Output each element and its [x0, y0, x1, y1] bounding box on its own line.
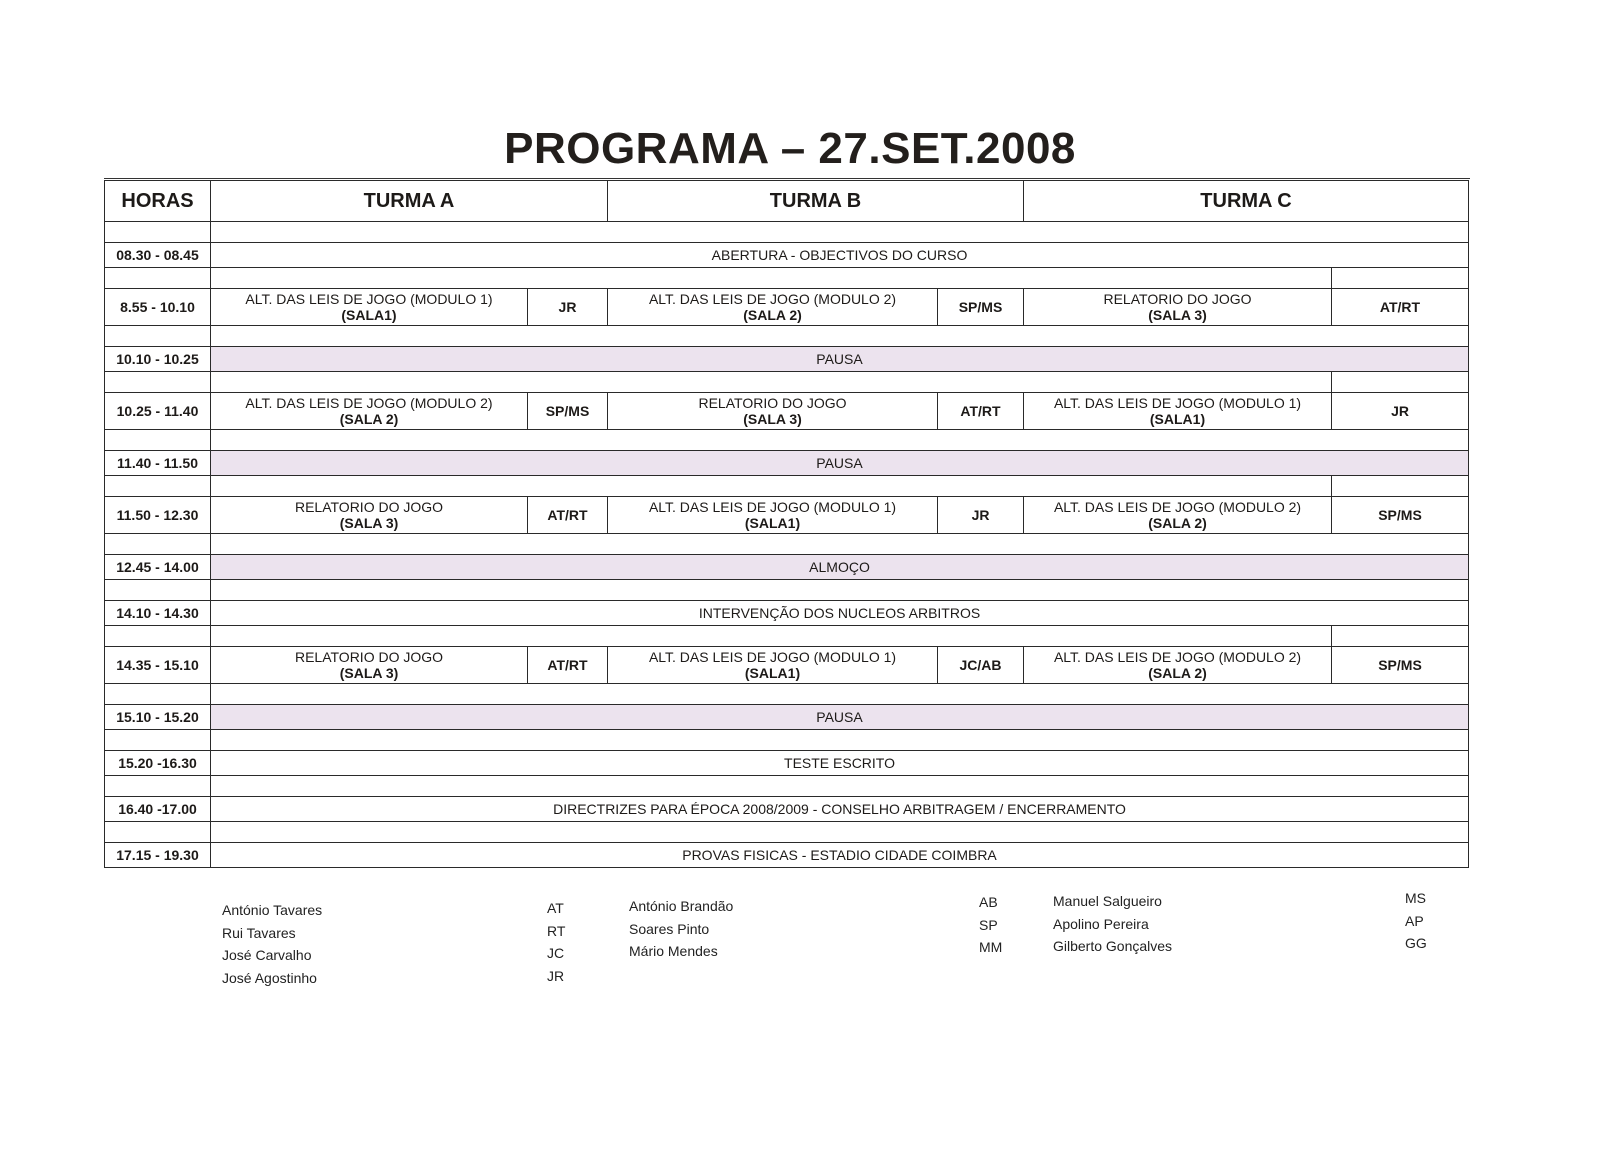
- spacer-cell: [211, 684, 1469, 705]
- session-title: ALT. DAS LEIS DE JOGO (MODULO 1): [245, 291, 493, 307]
- time-slot: 11.50 - 12.30: [105, 497, 211, 534]
- spacer-cell: [211, 580, 1469, 601]
- event-cell: PAUSA: [211, 347, 1469, 372]
- schedule-row: [105, 797, 1469, 822]
- time-slot: 15.10 - 15.20: [105, 705, 211, 730]
- spacer-cell: [1332, 268, 1469, 289]
- session-room: (SALA 2): [743, 307, 802, 323]
- event-cell: PROVAS FISICAS - ESTADIO CIDADE COIMBRA: [211, 843, 1469, 868]
- time-slot: 12.45 - 14.00: [105, 555, 211, 580]
- page-title: PROGRAMA – 27.SET.2008: [504, 124, 1076, 173]
- session-room: (SALA 3): [1148, 307, 1207, 323]
- spacer-cell: [211, 326, 1469, 347]
- session-room: (SALA 3): [339, 515, 399, 531]
- spacer-row: [105, 222, 1469, 243]
- session-title: ALT. DAS LEIS DE JOGO (MODULO 2): [1053, 649, 1302, 665]
- session-title: RELATORIO DO JOGO: [698, 395, 847, 411]
- schedule-table: [104, 180, 1469, 868]
- event-cell: PAUSA: [211, 451, 1469, 476]
- time-slot: 08.30 - 08.45: [105, 243, 211, 268]
- legend-code: JR: [547, 967, 565, 984]
- schedule-row: [105, 347, 1469, 372]
- spacer-cell: [105, 222, 211, 243]
- legend-col3-names: [1053, 890, 1172, 958]
- session-cell-turma-b: [608, 393, 938, 430]
- time-slot: 11.40 - 11.50: [105, 451, 211, 476]
- spacer-cell: [105, 822, 211, 843]
- instructor-code: AT/RT: [938, 393, 1024, 430]
- spacer-cell: [211, 430, 1469, 451]
- spacer-cell: [105, 430, 211, 451]
- spacer-cell: [105, 730, 211, 751]
- header-turma-a: TURMA A: [211, 181, 608, 222]
- legend-code: AT: [547, 900, 564, 916]
- session-title: ALT. DAS LEIS DE JOGO (MODULO 2): [1053, 499, 1302, 515]
- spacer-cell: [211, 222, 1469, 243]
- legend-col1-names: [222, 899, 322, 989]
- session-cell-turma-a: [211, 647, 528, 684]
- session-cell-turma-c: [1024, 647, 1332, 684]
- session-title: ALT. DAS LEIS DE JOGO (MODULO 1): [648, 499, 897, 515]
- legend-name: António Tavares: [222, 902, 323, 918]
- session-title: ALT. DAS LEIS DE JOGO (MODULO 1): [1053, 395, 1302, 411]
- session-title: ALT. DAS LEIS DE JOGO (MODULO 2): [245, 395, 493, 411]
- spacer-cell: [105, 580, 211, 601]
- legend-name: Apolino Pereira: [1053, 915, 1149, 932]
- legend-name: Manuel Salgueiro: [1053, 893, 1162, 909]
- session-title: RELATORIO DO JOGO: [294, 499, 444, 515]
- legend-col2-codes: [979, 891, 1002, 959]
- spacer-row: [105, 822, 1469, 843]
- session-room: (SALA1): [744, 515, 801, 531]
- instructor-code: JR: [938, 497, 1024, 534]
- session-title: RELATORIO DO JOGO: [1103, 291, 1252, 307]
- time-slot: 14.10 - 14.30: [105, 601, 211, 626]
- session-cell-turma-a: [211, 497, 528, 534]
- session-room: (SALA 2): [1148, 665, 1207, 681]
- schedule-row: [105, 751, 1469, 776]
- instructor-code: SP/MS: [938, 289, 1024, 326]
- legend-name: José Agostinho: [222, 969, 317, 986]
- spacer-row: [105, 776, 1469, 797]
- header-horas: HORAS: [105, 181, 211, 222]
- time-slot: 8.55 - 10.10: [105, 289, 211, 326]
- session-room: (SALA1): [341, 307, 397, 323]
- legend-col3-codes: [1405, 887, 1427, 955]
- legend-code: GG: [1405, 935, 1427, 951]
- schedule-row: [105, 843, 1469, 868]
- spacer-cell: [105, 476, 211, 497]
- spacer-cell: [105, 268, 211, 289]
- instructor-code: SP/MS: [1332, 497, 1469, 534]
- instructor-code: SP/MS: [1332, 647, 1469, 684]
- session-room: (SALA 3): [743, 411, 802, 427]
- spacer-row: [105, 476, 1469, 497]
- schedule-row: [105, 705, 1469, 730]
- event-cell: TESTE ESCRITO: [211, 751, 1469, 776]
- session-cell-turma-b: [608, 647, 938, 684]
- event-cell: ALMOÇO: [211, 555, 1469, 580]
- spacer-cell: [211, 776, 1469, 797]
- schedule-row: [105, 497, 1469, 534]
- spacer-row: [105, 534, 1469, 555]
- instructor-code: AT/RT: [1332, 289, 1469, 326]
- header-row: [105, 181, 1469, 222]
- spacer-cell: [211, 268, 1332, 289]
- spacer-cell: [211, 372, 1332, 393]
- spacer-cell: [211, 534, 1469, 555]
- instructor-code: JR: [528, 289, 608, 326]
- time-slot: 10.10 - 10.25: [105, 347, 211, 372]
- time-slot: 16.40 -17.00: [105, 797, 211, 822]
- spacer-cell: [1332, 372, 1469, 393]
- session-cell-turma-b: [608, 289, 938, 326]
- header-turma-b: TURMA B: [608, 181, 1024, 222]
- session-room: (SALA1): [744, 665, 801, 681]
- session-title: RELATORIO DO JOGO: [294, 649, 444, 665]
- time-slot: 17.15 - 19.30: [105, 843, 211, 868]
- spacer-row: [105, 730, 1469, 751]
- spacer-row: [105, 326, 1469, 347]
- legend-code: SP: [979, 916, 998, 933]
- event-cell: ABERTURA - OBJECTIVOS DO CURSO: [211, 243, 1469, 268]
- session-room: (SALA 2): [339, 411, 399, 427]
- spacer-cell: [211, 626, 1332, 647]
- spacer-cell: [105, 372, 211, 393]
- schedule-row: [105, 555, 1469, 580]
- legend-code: AP: [1405, 912, 1424, 929]
- spacer-cell: [105, 626, 211, 647]
- event-cell: PAUSA: [211, 705, 1469, 730]
- spacer-cell: [105, 684, 211, 705]
- legend-name: António Brandão: [629, 898, 734, 914]
- legend-col1-codes: [547, 897, 565, 987]
- spacer-cell: [1332, 626, 1469, 647]
- spacer-cell: [211, 476, 1332, 497]
- header-turma-c: TURMA C: [1024, 181, 1469, 222]
- event-cell: DIRECTRIZES PARA ÉPOCA 2008/2009 - CONSELHO ARBITRAGEM / ENCERRAMENTO: [211, 797, 1469, 822]
- time-slot: 14.35 - 15.10: [105, 647, 211, 684]
- legend-name: Rui Tavares: [222, 924, 296, 941]
- schedule-row: [105, 451, 1469, 476]
- session-cell-turma-a: [211, 289, 528, 326]
- instructor-code: AT/RT: [528, 647, 608, 684]
- legend-code: MS: [1405, 890, 1426, 906]
- spacer-cell: [211, 822, 1469, 843]
- session-title: ALT. DAS LEIS DE JOGO (MODULO 2): [648, 291, 897, 307]
- spacer-row: [105, 626, 1469, 647]
- instructor-code: SP/MS: [528, 393, 608, 430]
- session-cell-turma-b: [608, 497, 938, 534]
- instructor-code: JC/AB: [938, 647, 1024, 684]
- spacer-row: [105, 268, 1469, 289]
- title-rule: [104, 178, 1470, 179]
- session-cell-turma-c: [1024, 289, 1332, 326]
- legend-name: Soares Pinto: [629, 920, 710, 937]
- session-room: (SALA 3): [339, 665, 399, 681]
- legend-code: MM: [979, 939, 1003, 955]
- legend-code: AB: [979, 894, 998, 910]
- session-cell-turma-c: [1024, 497, 1332, 534]
- legend-col2-names: [629, 895, 733, 963]
- spacer-cell: [105, 534, 211, 555]
- legend-name: Mário Mendes: [629, 943, 718, 959]
- time-slot: 10.25 - 11.40: [105, 393, 211, 430]
- schedule-row: [105, 393, 1469, 430]
- schedule-row: [105, 289, 1469, 326]
- schedule-row: [105, 647, 1469, 684]
- spacer-cell: [1332, 476, 1469, 497]
- session-room: (SALA 2): [1148, 515, 1207, 531]
- spacer-cell: [105, 776, 211, 797]
- session-room: (SALA1): [1149, 411, 1206, 427]
- schedule-row: [105, 243, 1469, 268]
- schedule-row: [105, 601, 1469, 626]
- legend-name: José Carvalho: [222, 947, 312, 963]
- spacer-row: [105, 430, 1469, 451]
- instructor-code: AT/RT: [528, 497, 608, 534]
- spacer-row: [105, 684, 1469, 705]
- legend-name: Gilberto Gonçalves: [1053, 938, 1173, 954]
- time-slot: 15.20 -16.30: [105, 751, 211, 776]
- instructor-code: JR: [1332, 393, 1469, 430]
- session-cell-turma-c: [1024, 393, 1332, 430]
- spacer-cell: [211, 730, 1469, 751]
- legend-code: JC: [547, 945, 565, 961]
- legend-code: RT: [547, 922, 566, 939]
- spacer-row: [105, 580, 1469, 601]
- session-title: ALT. DAS LEIS DE JOGO (MODULO 1): [648, 649, 897, 665]
- spacer-row: [105, 372, 1469, 393]
- session-cell-turma-a: [211, 393, 528, 430]
- event-cell: INTERVENÇÃO DOS NUCLEOS ARBITROS: [211, 601, 1469, 626]
- spacer-cell: [105, 326, 211, 347]
